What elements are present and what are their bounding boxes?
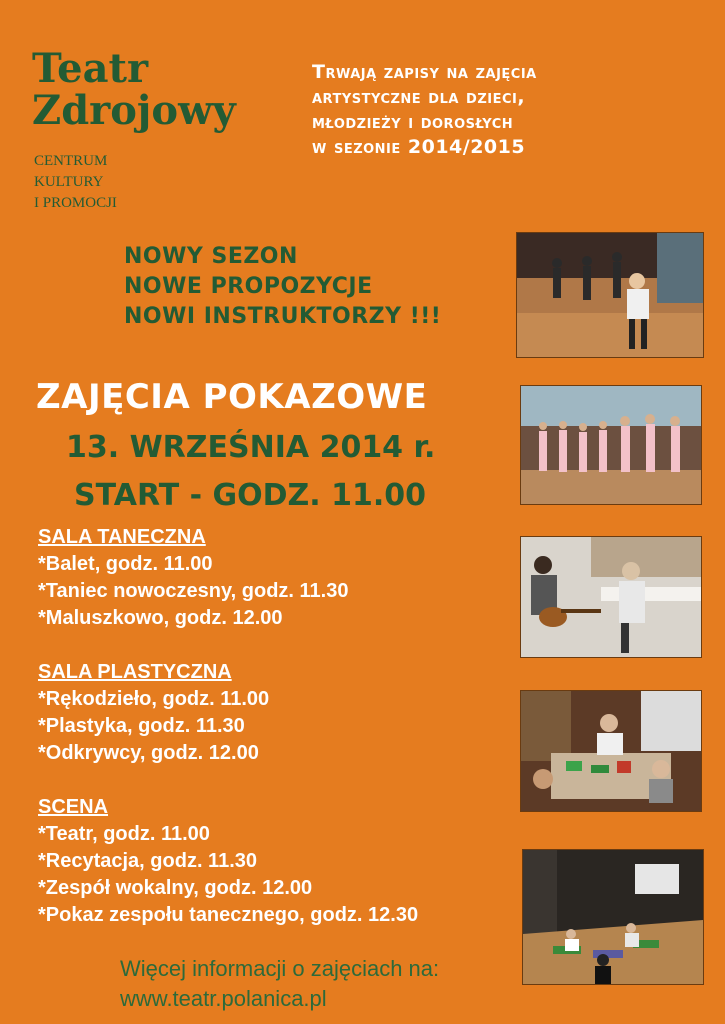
list-item: *Odkrywcy, godz. 12.00 <box>38 742 259 764</box>
logo-subtitle <box>34 151 117 214</box>
list-item: *Maluszkowo, godz. 12.00 <box>38 607 283 629</box>
list-item: *Recytacja, godz. 11.30 <box>38 850 258 872</box>
new-season-promo <box>124 242 441 332</box>
header-line-4: w sezonie 2014/2015 <box>312 136 526 158</box>
promo-line-3: NOWI INSTRUKTORZY !!! <box>124 304 442 329</box>
section-stage <box>38 794 418 929</box>
section-dance-hall <box>38 524 348 632</box>
list-item: *Teatr, godz. 11.00 <box>38 823 210 845</box>
photo-ballet-class <box>520 385 702 505</box>
logo-sub-2: KULTURY <box>34 174 104 190</box>
logo-line-1: Teatr <box>32 45 149 92</box>
logo <box>32 45 236 134</box>
section-title: SALA PLASTYCZNA <box>38 661 232 683</box>
list-item: *Rękodzieło, godz. 11.00 <box>38 688 270 710</box>
header-line-3: młodzieży i dorosłych <box>312 111 514 133</box>
photo-music-lesson <box>520 536 702 658</box>
photo-art-workshop <box>520 690 702 812</box>
event-title: ZAJĘCIA POKAZOWE <box>36 377 428 417</box>
section-title: SCENA <box>38 796 109 818</box>
photo-stage-hall <box>522 849 704 985</box>
event-date: 13. WRZEŚNIA 2014 r. <box>66 430 436 465</box>
section-title: SALA TANECZNA <box>38 526 206 548</box>
header-line-2: artystyczne dla dzieci, <box>312 86 526 108</box>
section-art-room <box>38 659 269 767</box>
list-item: *Taniec nowoczesny, godz. 11.30 <box>38 580 349 602</box>
promo-line-2: NOWE PROPOZYCJE <box>124 274 373 299</box>
enrollment-announcement <box>312 60 537 160</box>
promo-line-1: NOWY SEZON <box>124 244 298 269</box>
footer-url-link[interactable]: www.teatr.polanica.pl <box>120 986 327 1011</box>
header-line-1: Trwają zapisy na zajęcia <box>312 61 537 83</box>
photo-dance-class <box>516 232 704 358</box>
list-item: *Plastyka, godz. 11.30 <box>38 715 245 737</box>
logo-sub-3: I PROMOCJI <box>34 195 117 211</box>
footer-text: Więcej informacji o zajęciach na: <box>120 956 440 981</box>
footer-info <box>120 954 439 1014</box>
event-start-time: START - GODZ. 11.00 <box>74 478 427 513</box>
list-item: *Zespół wokalny, godz. 12.00 <box>38 877 313 899</box>
list-item: *Pokaz zespołu tanecznego, godz. 12.30 <box>38 904 419 926</box>
logo-sub-1: CENTRUM <box>34 153 108 169</box>
logo-line-2: Zdrojowy <box>32 87 236 134</box>
list-item: *Balet, godz. 11.00 <box>38 553 213 575</box>
